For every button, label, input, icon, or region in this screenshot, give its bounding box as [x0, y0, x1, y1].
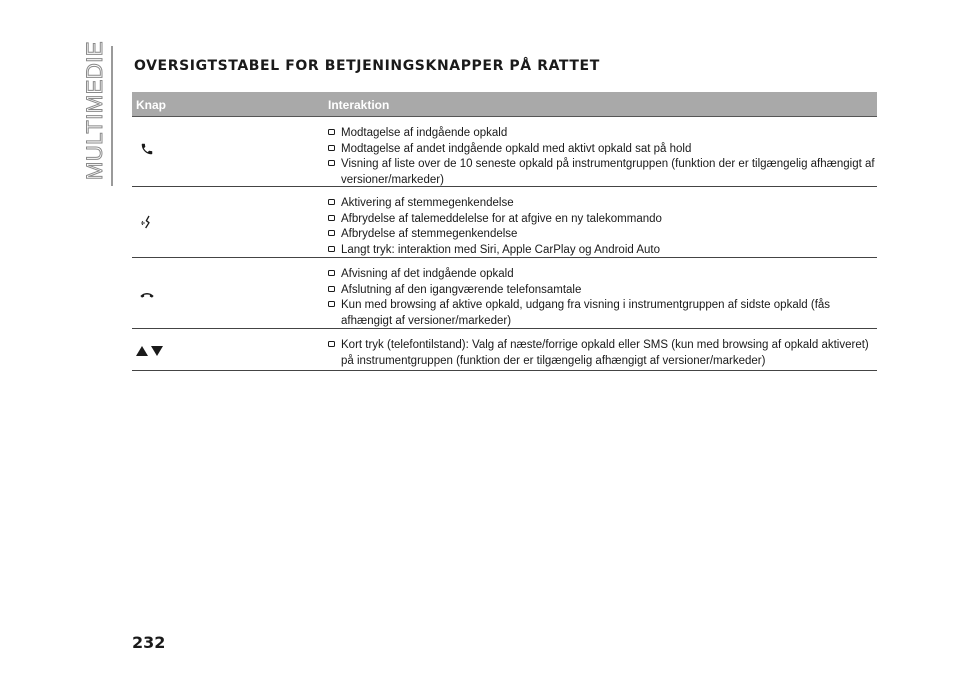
- list-item: Langt tryk: interaktion med Siri, Apple CarPlay og Android Auto: [328, 243, 877, 259]
- voice-command-icon: [132, 212, 162, 232]
- table-row: [132, 329, 877, 371]
- list-item: Kun med browsing af aktive opkald, udgang fra visning i instrumentgruppen af sidste opkald (fås afhængigt af versioner/markeder): [328, 298, 877, 329]
- header-knap: Knap: [136, 98, 166, 112]
- row-description: [328, 329, 877, 375]
- phone-answer-icon: [132, 139, 162, 159]
- bullet-icon: [328, 160, 335, 166]
- table-row: [132, 117, 877, 187]
- bullet-icon: [328, 301, 335, 307]
- side-divider: [111, 46, 113, 186]
- phone-hangup-icon: [132, 286, 162, 302]
- bullet-icon: [328, 230, 335, 236]
- list-item: Aktivering af stemmegenkendelse: [328, 196, 877, 212]
- row-description: [328, 187, 877, 264]
- page-number: 232: [132, 633, 166, 652]
- bullet-icon: [328, 199, 335, 205]
- row-description: [328, 258, 877, 335]
- bullet-icon: [328, 215, 335, 221]
- list-item: Afbrydelse af stemmegenkendelse: [328, 227, 877, 243]
- list-item: Afslutning af den igangværende telefonsamtale: [328, 283, 877, 299]
- list-item: Visning af liste over de 10 seneste opkald på instrumentgruppen (funktion der er tilgængelig afhængigt af versioner/markeder): [328, 157, 877, 188]
- up-down-arrows-icon: [132, 343, 168, 359]
- bullet-icon: [328, 145, 335, 151]
- list-item: Afbrydelse af talemeddelelse for at afgive en ny talekommando: [328, 212, 877, 228]
- controls-table: [132, 92, 877, 371]
- table-header: [132, 92, 877, 117]
- table-row: [132, 258, 877, 329]
- list-item: Modtagelse af andet indgående opkald med aktivt opkald sat på hold: [328, 142, 877, 158]
- bullet-icon: [328, 129, 335, 135]
- row-description: [328, 117, 877, 194]
- bullet-icon: [328, 246, 335, 252]
- bullet-icon: [328, 270, 335, 276]
- bullet-icon: [328, 286, 335, 292]
- page-title: OVERSIGTSTABEL FOR BETJENINGSKNAPPER PÅ RATTET: [134, 58, 600, 74]
- list-item: Kort tryk (telefontilstand): Valg af næste/forrige opkald eller SMS (kun med browsing af opkald aktiveret) på instrumentgruppen (funktion der er tilgængelig afhængigt af versioner/markeder): [328, 338, 877, 369]
- list-item: Afvisning af det indgående opkald: [328, 267, 877, 283]
- table-row: [132, 187, 877, 258]
- header-interaktion: Interaktion: [328, 98, 390, 112]
- list-item: Modtagelse af indgående opkald: [328, 126, 877, 142]
- bullet-icon: [328, 341, 335, 347]
